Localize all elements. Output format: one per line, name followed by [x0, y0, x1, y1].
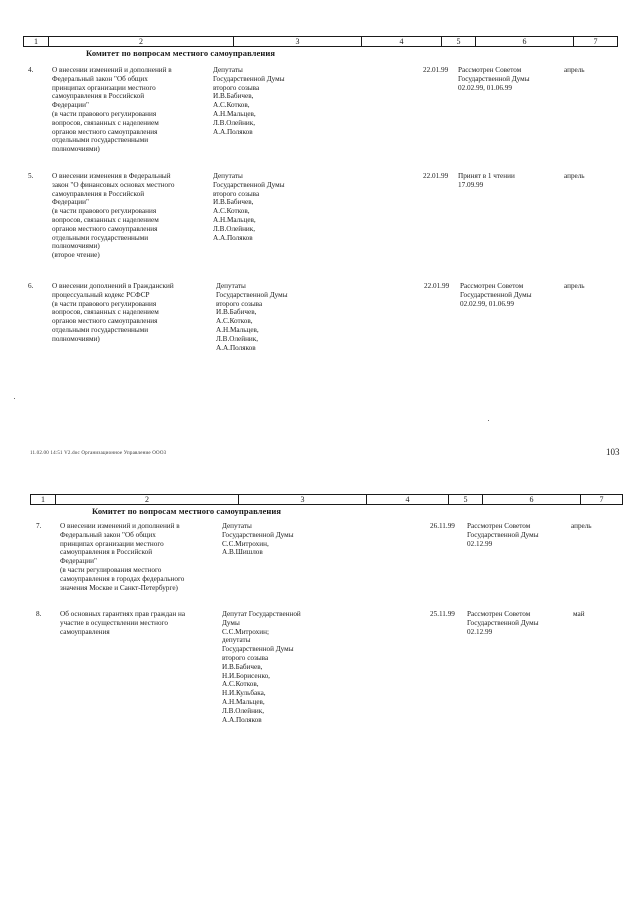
planned-month: апрель — [564, 282, 585, 290]
bill-title: О внесении изменений и дополнений в Федеральный закон "Об общих принципах организации местного самоуправления в Российской Федерации" (в части правового регулирования вопросов, связанных с наделением органов местного самоуправления отдельными государственными полномочиями) — [52, 66, 172, 154]
column-number: 6 — [483, 495, 581, 505]
column-number: 2 — [49, 37, 234, 47]
bill-status: Рассмотрен Советом Государственной Думы 02.12.99 — [467, 522, 539, 548]
submission-date: 22.01.99 — [424, 282, 450, 290]
row-number: 4. — [28, 66, 34, 74]
row-number: 6. — [28, 282, 34, 290]
column-number: 7 — [574, 37, 618, 47]
bill-status: Рассмотрен Советом Государственной Думы 02.12.99 — [467, 610, 539, 636]
submission-date: 22.01.99 — [423, 66, 449, 74]
bill-authors: Депутаты Государственной Думы второго созыва И.В.Бабичев, А.С.Котков, А.Н.Мальцев, Л.В.Олейник, А.А.Поляков — [213, 172, 285, 242]
bill-authors: Депутаты Государственной Думы второго созыва И.В.Бабичев, А.С.Котков, А.Н.Мальцев, Л.В.Олейник, А.А.Поляков — [216, 282, 288, 352]
row-number: 5. — [28, 172, 34, 180]
bill-authors: Депутат Государственной Думы С.С.Митрохин; депутаты Государственной Думы второго созыва И.В.Бабичев, Н.И.Борисенко, А.С.Котков, Н.И.Кульбака, А.Н.Мальцев, Л.В.Олейник, А.А.Поляков — [222, 610, 301, 724]
planned-month: апрель — [571, 522, 592, 530]
column-number: 4 — [362, 37, 442, 47]
bill-authors: Депутаты Государственной Думы С.С.Митрохин, А.В.Шишлов — [222, 522, 294, 557]
bill-status: Принят в 1 чтении 17.09.99 — [458, 172, 515, 189]
column-number: 7 — [581, 495, 623, 505]
column-number: 2 — [56, 495, 239, 505]
file-footer: 11.02.00 14:51 V2.doc Организационное Управление ООО3 — [30, 451, 167, 456]
submission-date: 25.11.99 — [430, 610, 455, 618]
submission-date: 26.11.99 — [430, 522, 455, 530]
bill-title: О внесении изменения в Федеральный закон "О финансовых основах местного самоуправления в Российской Федерации" (в части правового регулирования вопросов, связанных с наделением органов местного самоуправления отдельными государственными полномочиями) (второе чтение) — [52, 172, 175, 260]
column-number: 4 — [367, 495, 449, 505]
committee-heading: Комитет по вопросам местного самоуправления — [86, 48, 276, 58]
column-number: 3 — [234, 37, 362, 47]
planned-month: май — [573, 610, 585, 618]
column-number: 1 — [24, 37, 49, 47]
column-number: 1 — [31, 495, 56, 505]
committee-heading: Комитет по вопросам местного самоуправления — [92, 506, 282, 516]
column-number-header — [30, 494, 623, 505]
bill-status: Рассмотрен Советом Государственной Думы 02.02.99, 01.06.99 — [458, 66, 530, 92]
row-number: 7. — [36, 522, 42, 530]
scan-speck — [14, 398, 15, 399]
bill-status: Рассмотрен Советом Государственной Думы 02.02.99, 01.06.99 — [460, 282, 532, 308]
submission-date: 22.01.99 — [423, 172, 449, 180]
column-number: 5 — [449, 495, 483, 505]
bill-title: Об основных гарантиях прав граждан на участие в осуществлении местного самоуправления — [60, 610, 186, 636]
row-number: 8. — [36, 610, 42, 618]
bill-authors: Депутаты Государственной Думы второго созыва И.В.Бабичев, А.С.Котков, А.Н.Мальцев, Л.В.Олейник, А.А.Поляков — [213, 66, 285, 136]
planned-month: апрель — [564, 172, 585, 180]
document-page-2 — [0, 450, 640, 900]
column-number: 5 — [442, 37, 476, 47]
column-number: 6 — [476, 37, 574, 47]
scan-speck — [488, 420, 489, 421]
column-number: 3 — [239, 495, 367, 505]
column-number-header — [23, 36, 618, 47]
bill-title: О внесении дополнений в Гражданский процессуальный кодекс РСФСР (в части правового регулирования вопросов, связанных с наделением органов местного самоуправления отдельными государственными полномочиями) — [52, 282, 174, 343]
planned-month: апрель — [564, 66, 585, 74]
page-number: 103 — [606, 447, 620, 457]
bill-title: О внесении изменений и дополнений в Федеральный закон "Об общих принципах организации местного самоуправления в Российской Федерации" (в части регулирования местного самоуправления в городах федерального значения Москве и Санкт-Петербурге) — [60, 522, 185, 592]
